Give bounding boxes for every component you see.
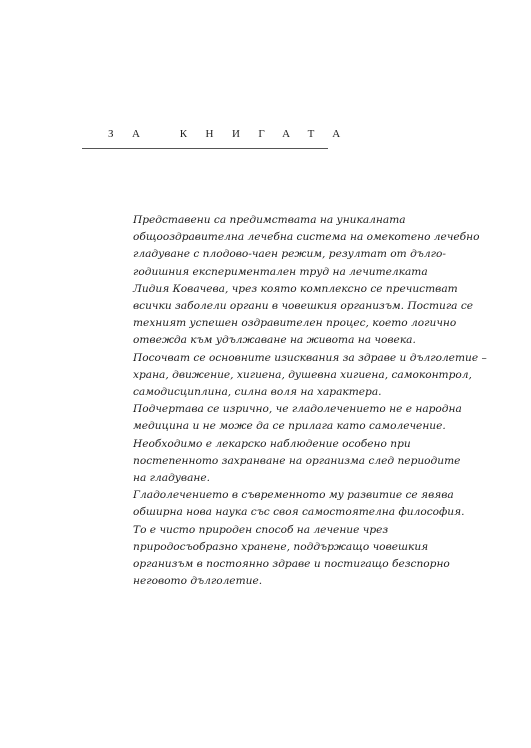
paragraph bbox=[133, 401, 463, 487]
text-line: отвежда към удължаване на живота на човека. bbox=[133, 334, 416, 347]
text-line: самодисциплина, силна воля на характера. bbox=[133, 386, 382, 399]
text-line: То е чисто природен способ на лечение чрез bbox=[133, 523, 389, 536]
text-line: Лидия Ковачева, чрез която комплексно се пречистват bbox=[133, 282, 458, 295]
text-line: неговото дълголетие. bbox=[133, 575, 263, 588]
text-line: Необходимо е лекарско наблюдение особено при bbox=[133, 437, 411, 450]
heading-underline bbox=[82, 148, 328, 149]
paragraph bbox=[133, 487, 463, 590]
text-line: обширна нова наука със своя самостоятелна философия. bbox=[133, 506, 465, 519]
text-line: на гладуване. bbox=[133, 472, 211, 485]
text-line: Посочват се основните изисквания за здраве и дълголетие – bbox=[133, 351, 487, 364]
text-line: годишния експериментален труд на лечителката bbox=[133, 265, 428, 278]
text-line: постепенното захранване на организма след периодите bbox=[133, 454, 461, 467]
text-line: Подчертава се изрично, че гладолечението не е народна bbox=[133, 403, 462, 416]
text-line: техният успешен оздравителен процес, което логично bbox=[133, 317, 457, 330]
section-heading: ЗА КНИГАТА bbox=[108, 128, 359, 140]
text-line: медицина и не може да се прилага като самолечение. bbox=[133, 420, 446, 433]
text-line: общооздравителна лечебна система на омекотено лечебно bbox=[133, 231, 480, 244]
text-line: природосъобразно хранене, поддържащо човешкия bbox=[133, 540, 429, 553]
paragraph bbox=[133, 350, 487, 402]
text-line: организъм в постоянно здраве и постигащо безспорно bbox=[133, 558, 450, 571]
text-line: Представени са предимствата на уникалната bbox=[133, 214, 406, 226]
text-line: всички заболели органи в човешкия организъм. Постига се bbox=[133, 300, 474, 313]
text-line: Гладолечението в съвременното му развитие се явява bbox=[133, 489, 454, 502]
text-line: храна, движение, хигиена, душевна хигиена, самоконтрол, bbox=[133, 368, 472, 381]
book-description bbox=[133, 212, 487, 590]
text-line: гладуване с плодово-чаен режим, резултат от дълго- bbox=[133, 248, 446, 261]
paragraph bbox=[133, 212, 480, 350]
